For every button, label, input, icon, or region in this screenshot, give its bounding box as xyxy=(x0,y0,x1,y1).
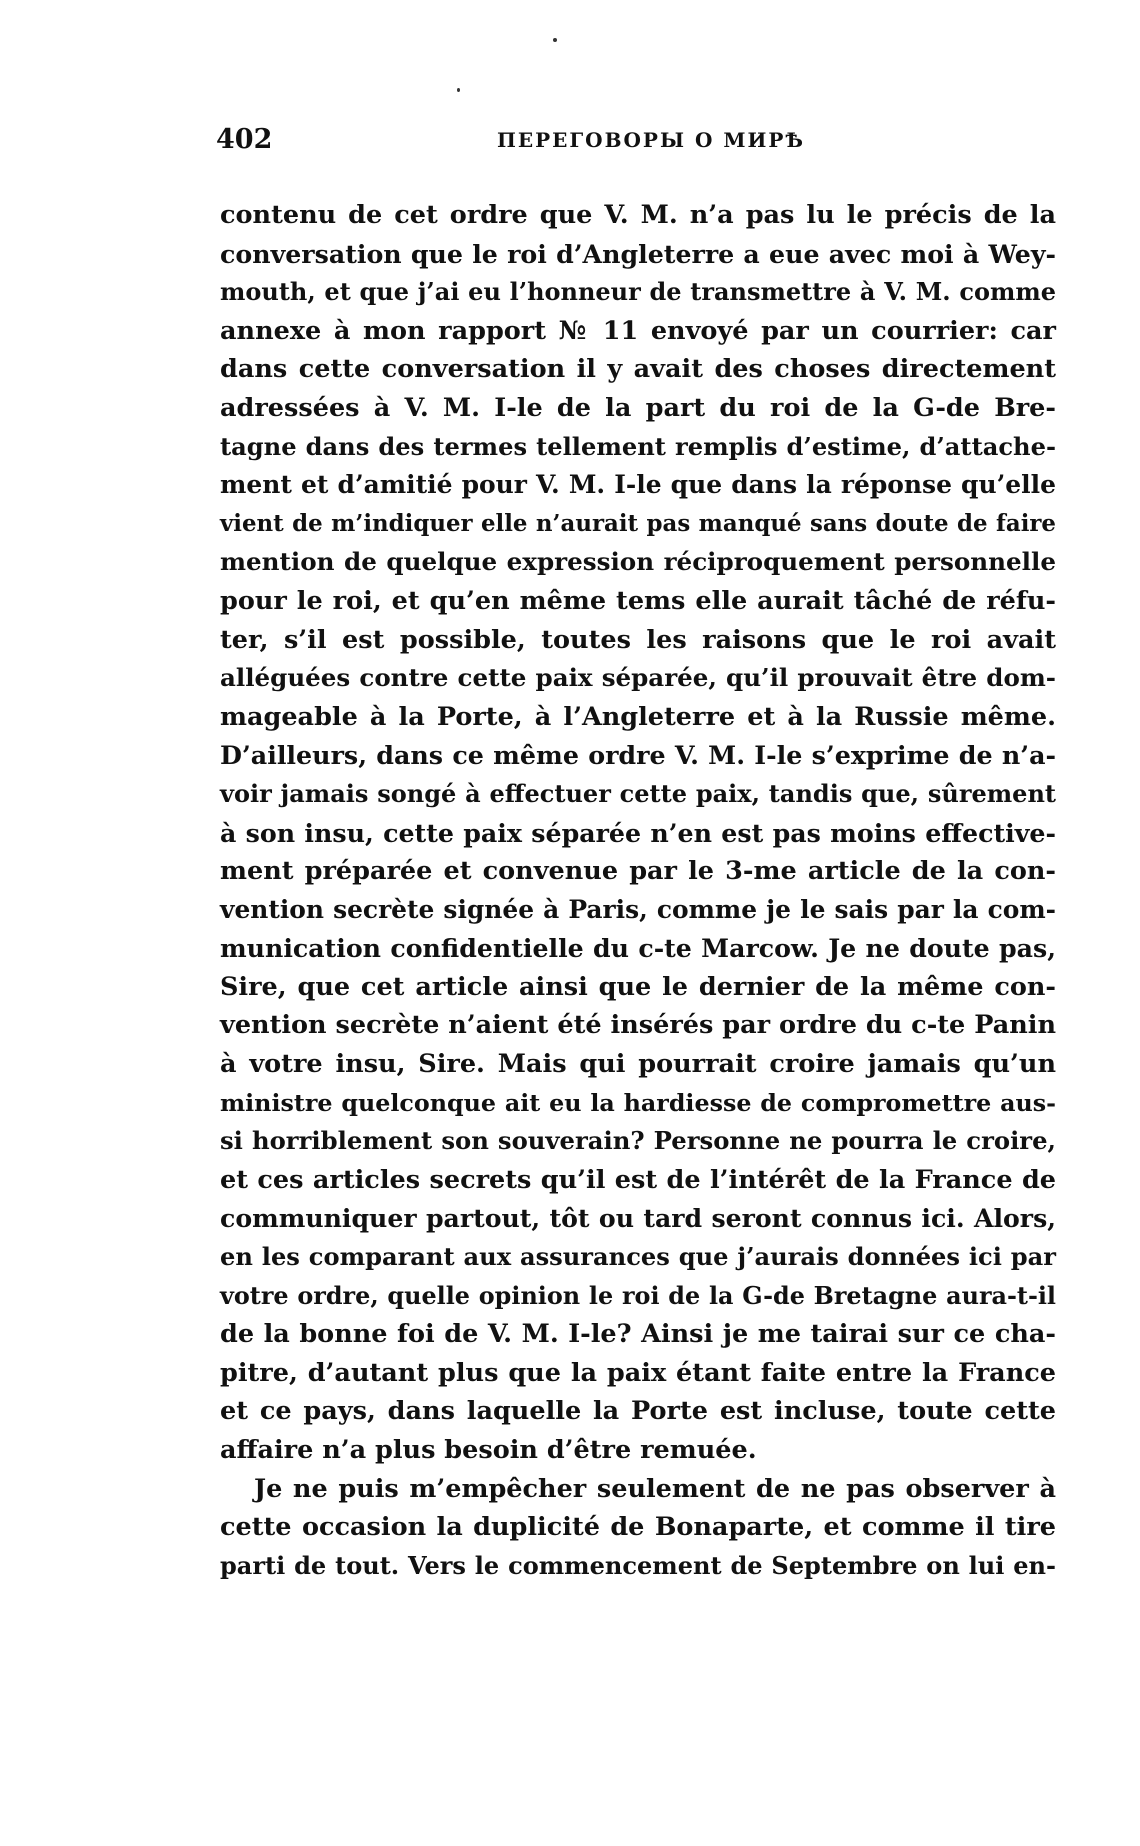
text-line: communiquer partout, tôt ou tard seront connus ici. Alors, xyxy=(220,1203,1056,1234)
text-line: ment préparée et convenue par le 3-me article de la con- xyxy=(220,856,1056,887)
scan-speck xyxy=(457,88,460,92)
scan-speck xyxy=(553,38,557,42)
page-number: 402 xyxy=(216,124,273,155)
text-line: ter, s’il est possible, toutes les raisons que le roi avait xyxy=(220,624,1056,655)
running-title: ПЕРЕГОВОРЫ О МИРѢ xyxy=(496,128,806,152)
text-line: adressées à V. M. I-le de la part du roi de la G-de Bre- xyxy=(220,392,1056,423)
text-line: votre ordre, quelle opinion le roi de la G-de Bretagne aura-t-il xyxy=(220,1281,1056,1310)
text-line: affaire n’a plus besoin d’être remuée. xyxy=(220,1435,757,1465)
text-line: parti de tout. Vers le commencement de Septembre on lui en- xyxy=(220,1550,1056,1580)
text-line: vient de m’indiquer elle n’aurait pas manqué sans doute de faire xyxy=(220,510,1056,537)
paragraph-start-line: Je ne puis m’empêcher seulement de ne pas observer à xyxy=(254,1473,1056,1504)
text-line: D’ailleurs, dans ce même ordre V. M. I-le s’exprime de n’a- xyxy=(220,740,1056,771)
text-line: ment et d’amitié pour V. M. I-le que dans la réponse qu’elle xyxy=(220,470,1056,500)
text-line: conversation que le roi d’Angleterre a eue avec moi à Wey- xyxy=(220,238,1056,269)
text-line: contenu de cet ordre que V. M. n’a pas lu le précis de la xyxy=(220,200,1056,230)
text-line: tagne dans des termes tellement remplis d’estime, d’attache- xyxy=(220,431,1056,461)
text-line: de la bonne foi de V. M. I-le? Ainsi je me tairai sur ce cha- xyxy=(220,1319,1056,1350)
text-line: mageable à la Porte, à l’Angleterre et à la Russie même. xyxy=(220,701,1056,732)
text-line: voir jamais songé à effectuer cette paix, tandis que, sûrement xyxy=(220,778,1056,808)
text-line: mouth, et que j’ai eu l’honneur de transmettre à V. M. comme xyxy=(220,277,1056,307)
text-line: vention secrète signée à Paris, comme je le sais par la com- xyxy=(220,894,1056,924)
text-line: alléguées contre cette paix séparée, qu’il prouvait être dom- xyxy=(220,663,1056,693)
text-line: et ce pays, dans laquelle la Porte est incluse, toute cette xyxy=(220,1396,1056,1427)
text-line: à votre insu, Sire. Mais qui pourrait croire jamais qu’un xyxy=(220,1049,1056,1080)
text-line: et ces articles secrets qu’il est de l’intérêt de la France de xyxy=(220,1164,1056,1195)
text-line: mention de quelque expression réciproquement personnelle xyxy=(220,547,1056,577)
text-line: ministre quelconque ait eu la hardiesse de compromettre aus- xyxy=(220,1088,1056,1117)
text-line: munication confidentielle du c-te Marcow. Je ne doute pas, xyxy=(220,933,1056,964)
text-line: à son insu, cette paix séparée n’en est pas moins effective- xyxy=(220,817,1056,848)
text-line: dans cette conversation il y avait des choses directement xyxy=(220,354,1056,385)
text-line: Sire, que cet article ainsi que le dernier de la même con- xyxy=(220,971,1056,1002)
text-line: cette occasion la duplicité de Bonaparte, et comme il tire xyxy=(220,1512,1056,1543)
page-header xyxy=(216,124,1056,164)
text-line: vention secrète n’aient été insérés par ordre du c-te Panin xyxy=(220,1010,1056,1041)
text-line: pitre, d’autant plus que la paix étant faite entre la France xyxy=(220,1357,1056,1388)
text-line: pour le roi, et qu’en même tems elle aurait tâché de réfu- xyxy=(220,585,1056,616)
body-text xyxy=(220,196,1056,1585)
text-line: en les comparant aux assurances que j’aurais données ici par xyxy=(220,1242,1056,1272)
text-line: annexe à mon rapport № 11 envoyé par un courrier: car xyxy=(220,315,1056,346)
text-line: si horriblement son souverain? Personne ne pourra le croire, xyxy=(220,1126,1056,1156)
